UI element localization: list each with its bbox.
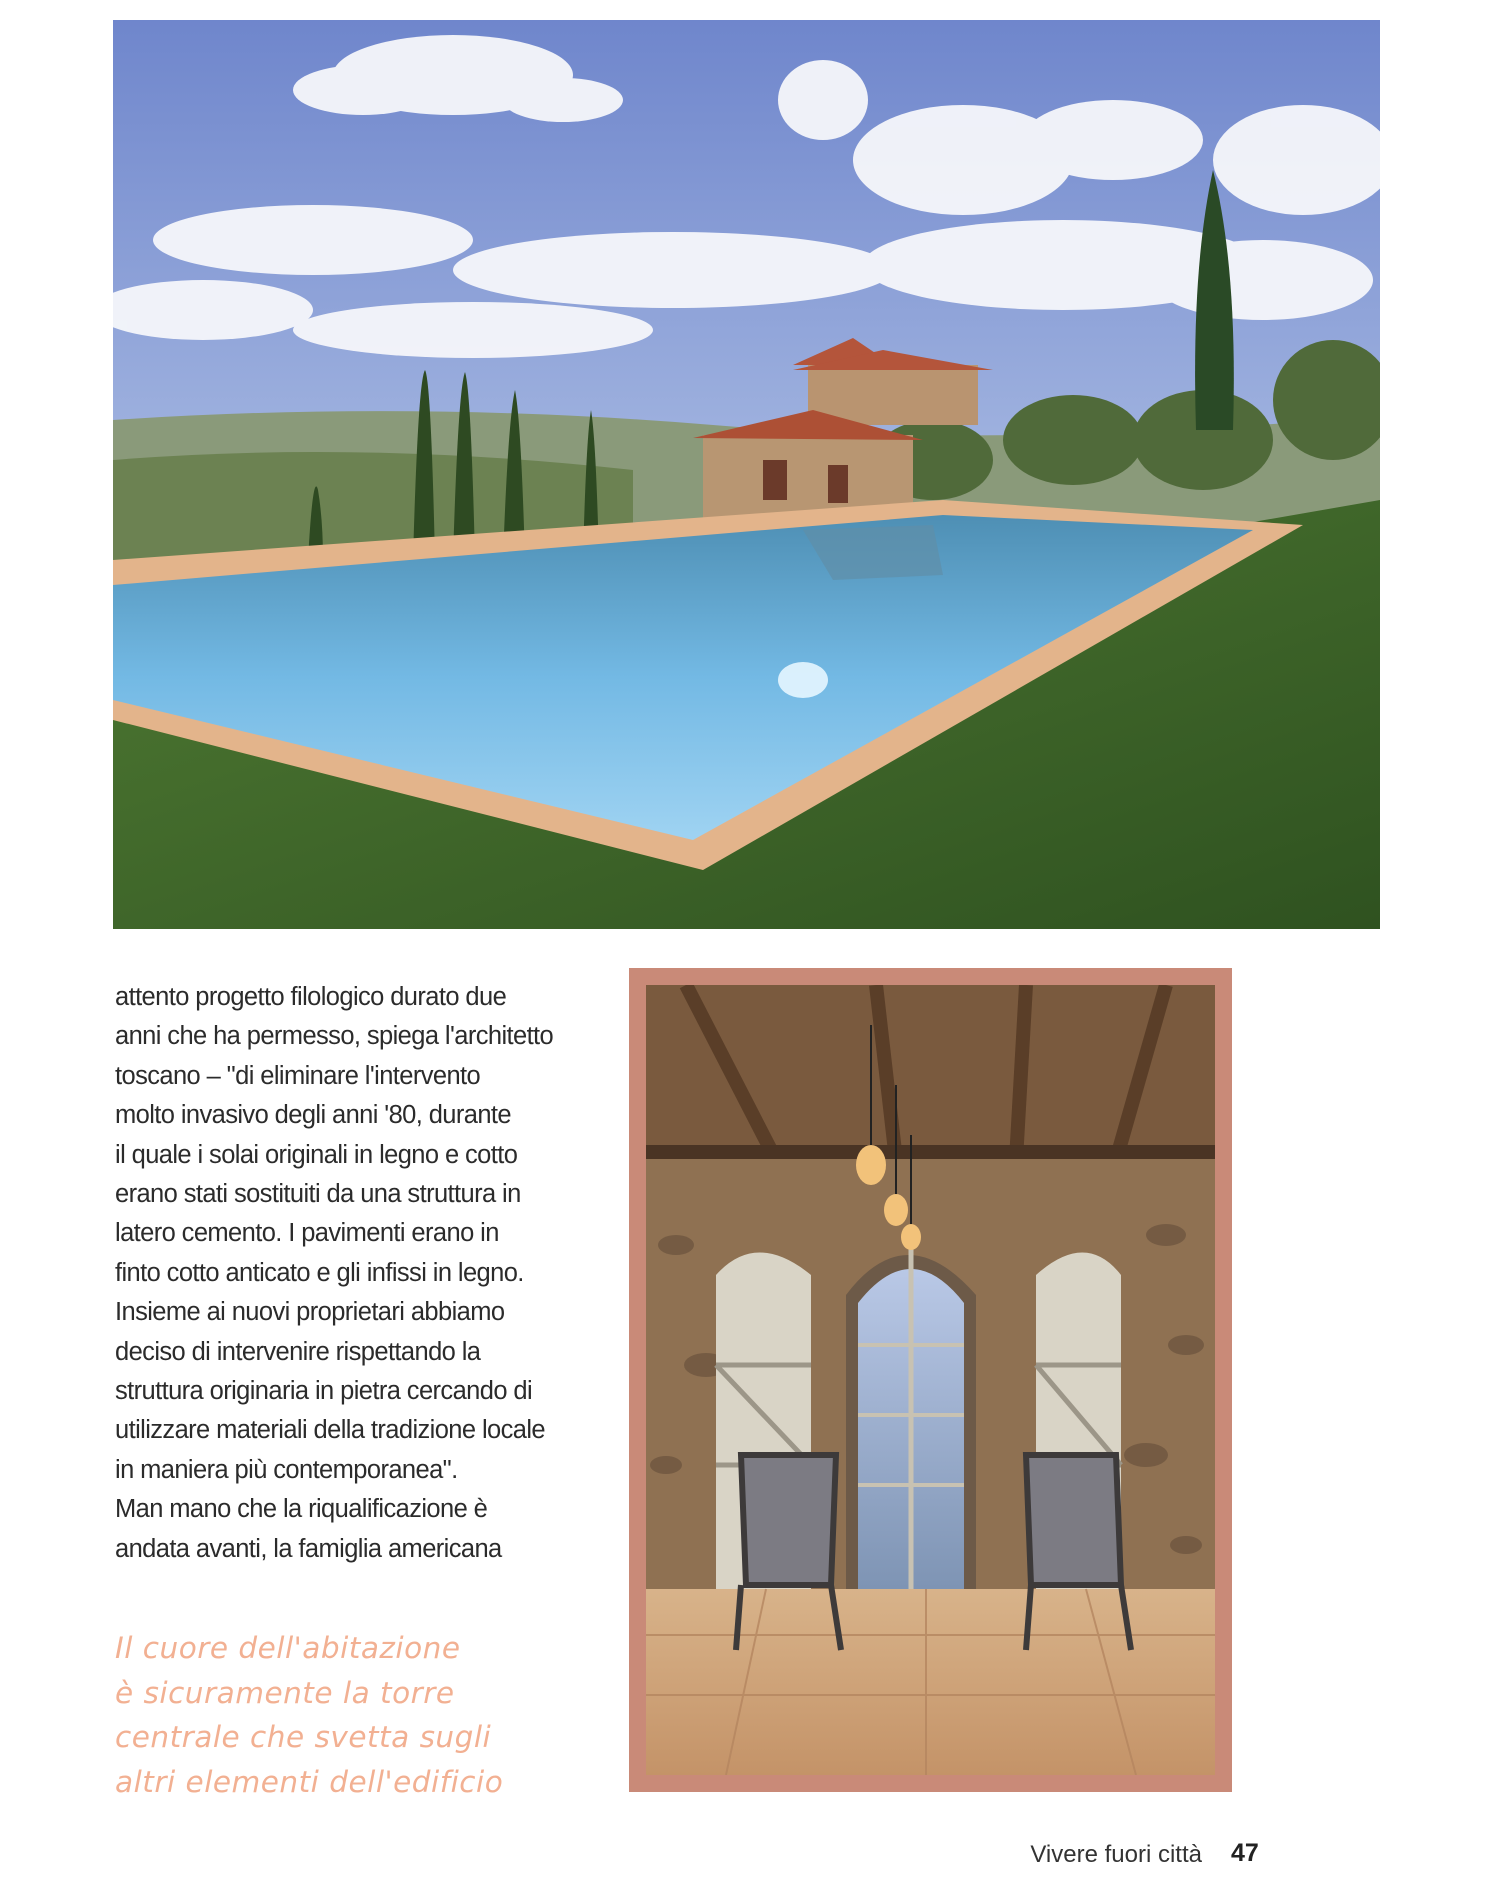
inset-photo-porch — [646, 985, 1215, 1775]
pull-quote-line: è sicuramente la torre — [115, 1675, 455, 1710]
inset-photo-frame — [629, 968, 1232, 1792]
body-line: struttura originaria in pietra cercando di — [115, 1377, 533, 1406]
body-line: latero cemento. I pavimenti erano in — [115, 1219, 499, 1248]
body-line: deciso di intervenire rispettando la — [115, 1337, 481, 1366]
hero-photo-pool-villa — [113, 20, 1380, 929]
body-line: anni che ha permesso, spiega l'architetto — [115, 1022, 554, 1051]
body-line: erano stati sostituiti da una struttura in — [115, 1180, 521, 1209]
body-line: andata avanti, la famiglia americana — [115, 1534, 502, 1563]
body-line: attento progetto filologico durato due — [115, 983, 507, 1011]
body-line: molto invasivo degli anni '80, durante — [115, 1101, 511, 1130]
body-line: in maniera più contemporanea". — [115, 1455, 458, 1484]
body-line: Insieme ai nuovi proprietari abbiamo — [115, 1298, 505, 1327]
body-line: toscano – "di eliminare l'intervento — [115, 1061, 481, 1090]
footer-section-label: Vivere fuori città — [1030, 1841, 1202, 1868]
pull-quote — [115, 1626, 575, 1804]
hero-photo-drawing — [113, 20, 1380, 929]
body-line: finto cotto anticato e gli infissi in legno. — [115, 1258, 524, 1287]
body-line: il quale i solai originali in legno e cotto — [115, 1140, 518, 1169]
article-body-text — [115, 978, 615, 1569]
body-line: utilizzare materiali della tradizione locale — [115, 1416, 545, 1445]
page-number: 47 — [1231, 1839, 1259, 1867]
pull-quote-line: Il cuore dell'abitazione — [115, 1631, 461, 1665]
pull-quote-line: centrale che svetta sugli — [115, 1720, 492, 1755]
pull-quote-line: altri elementi dell'edificio — [115, 1764, 504, 1799]
body-line: Man mano che la riqualificazione è — [115, 1495, 488, 1524]
